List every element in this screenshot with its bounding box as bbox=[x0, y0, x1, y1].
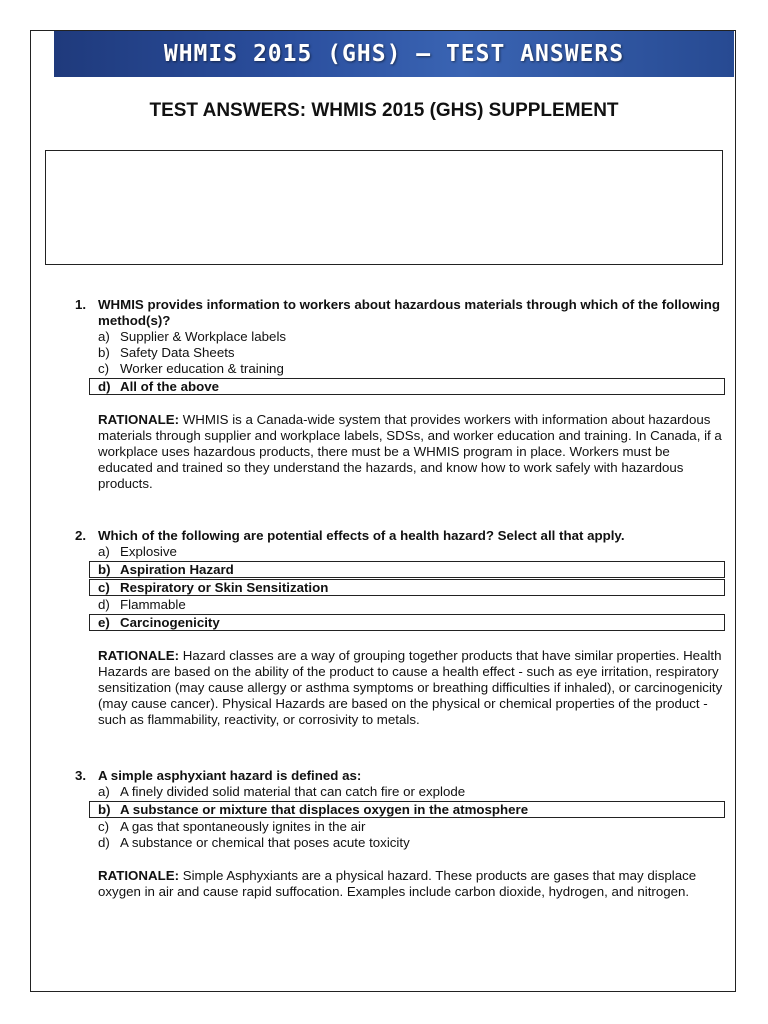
option-text: A finely divided solid material that can catch fire or explode bbox=[120, 784, 466, 799]
rationale bbox=[98, 868, 725, 900]
blank-box bbox=[45, 150, 723, 265]
option bbox=[98, 835, 725, 851]
option bbox=[98, 329, 725, 345]
question-number: 2. bbox=[75, 528, 87, 543]
rationale bbox=[98, 412, 725, 492]
option-letter: a) bbox=[98, 784, 110, 799]
question-text: Which of the following are potential effects of a health hazard? Select all that apply. bbox=[98, 528, 625, 543]
option-text: A substance or chemical that poses acute toxicity bbox=[120, 835, 410, 850]
option-letter: d) bbox=[98, 597, 110, 612]
option-letter: c) bbox=[98, 361, 110, 376]
correct-answer-option bbox=[89, 378, 725, 395]
rationale-text: Hazard classes are a way of grouping together products that have similar properties. Health Hazards are based on the ability of the product to cause a health effect - such as eye irritation, respiratory sensitization (may cause allergy or asthma symptoms or breathing difficulties if inhaled), or carcinogenicity (may cause cancer). Physical Hazards are based on the physical or chemical properties of the product - such as flammability, reactivity, or corrosivity to metals. bbox=[98, 648, 723, 727]
option-letter: b) bbox=[98, 802, 111, 817]
option-text: Supplier & Workplace labels bbox=[120, 329, 287, 344]
option bbox=[98, 544, 725, 560]
option-text: All of the above bbox=[120, 379, 219, 394]
option bbox=[98, 819, 725, 835]
question-number: 1. bbox=[75, 297, 87, 312]
option-text: Safety Data Sheets bbox=[120, 345, 235, 360]
option-text: Flammable bbox=[120, 597, 186, 612]
question-text: WHMIS provides information to workers about hazardous materials through which of the following method(s)? bbox=[98, 297, 721, 328]
option bbox=[98, 361, 725, 377]
rationale-text: Simple Asphyxiants are a physical hazard. These products are gases that may displace oxygen in air and cause rapid suffocation. Examples include carbon dioxide, hydrogen, and nitrogen. bbox=[98, 868, 697, 899]
option bbox=[98, 784, 725, 800]
option-text: Explosive bbox=[120, 544, 177, 559]
option-text: Worker education & training bbox=[120, 361, 284, 376]
banner-title: WHMIS 2015 (GHS) – TEST ANSWERS bbox=[163, 41, 625, 67]
correct-answer-option bbox=[89, 614, 725, 631]
question-2 bbox=[75, 528, 725, 728]
option-letter: d) bbox=[98, 379, 111, 394]
option bbox=[98, 597, 725, 613]
rationale bbox=[98, 648, 725, 728]
rationale-text: WHMIS is a Canada-wide system that provides workers with information about hazardous materials through supplier and workplace labels, SDSs, and worker education and training. In Canada, if a workplace uses hazardous products, there must be a WHMIS program in place. Workers must be educated and trained so they understand the hazards, and know how to work safely with hazardous products. bbox=[98, 412, 722, 491]
option-letter: a) bbox=[98, 544, 110, 559]
option-letter: b) bbox=[98, 562, 111, 577]
option-text: Aspiration Hazard bbox=[120, 562, 234, 577]
correct-answer-option bbox=[89, 579, 725, 596]
correct-answer-option bbox=[89, 801, 725, 818]
rationale-label: RATIONALE: bbox=[98, 412, 180, 427]
question-1 bbox=[75, 297, 725, 492]
option-text: Respiratory or Skin Sensitization bbox=[120, 580, 329, 595]
option-letter: e) bbox=[98, 615, 110, 630]
option-letter: a) bbox=[98, 329, 110, 344]
rationale-label: RATIONALE: bbox=[98, 648, 180, 663]
option-letter: d) bbox=[98, 835, 110, 850]
correct-answer-option bbox=[89, 561, 725, 578]
option-letter: b) bbox=[98, 345, 110, 360]
option-letter: c) bbox=[98, 819, 110, 834]
option-letter: c) bbox=[98, 580, 110, 595]
option bbox=[98, 345, 725, 361]
question-text: A simple asphyxiant hazard is defined as: bbox=[98, 768, 362, 783]
rationale-label: RATIONALE: bbox=[98, 868, 180, 883]
option-text: A substance or mixture that displaces oxygen in the atmosphere bbox=[120, 802, 529, 817]
question-number: 3. bbox=[75, 768, 87, 783]
option-text: Carcinogenicity bbox=[120, 615, 220, 630]
question-3 bbox=[75, 768, 725, 900]
option-text: A gas that spontaneously ignites in the air bbox=[120, 819, 366, 834]
header-banner bbox=[54, 31, 734, 77]
document-title: TEST ANSWERS: WHMIS 2015 (GHS) SUPPLEMENT bbox=[149, 100, 619, 121]
